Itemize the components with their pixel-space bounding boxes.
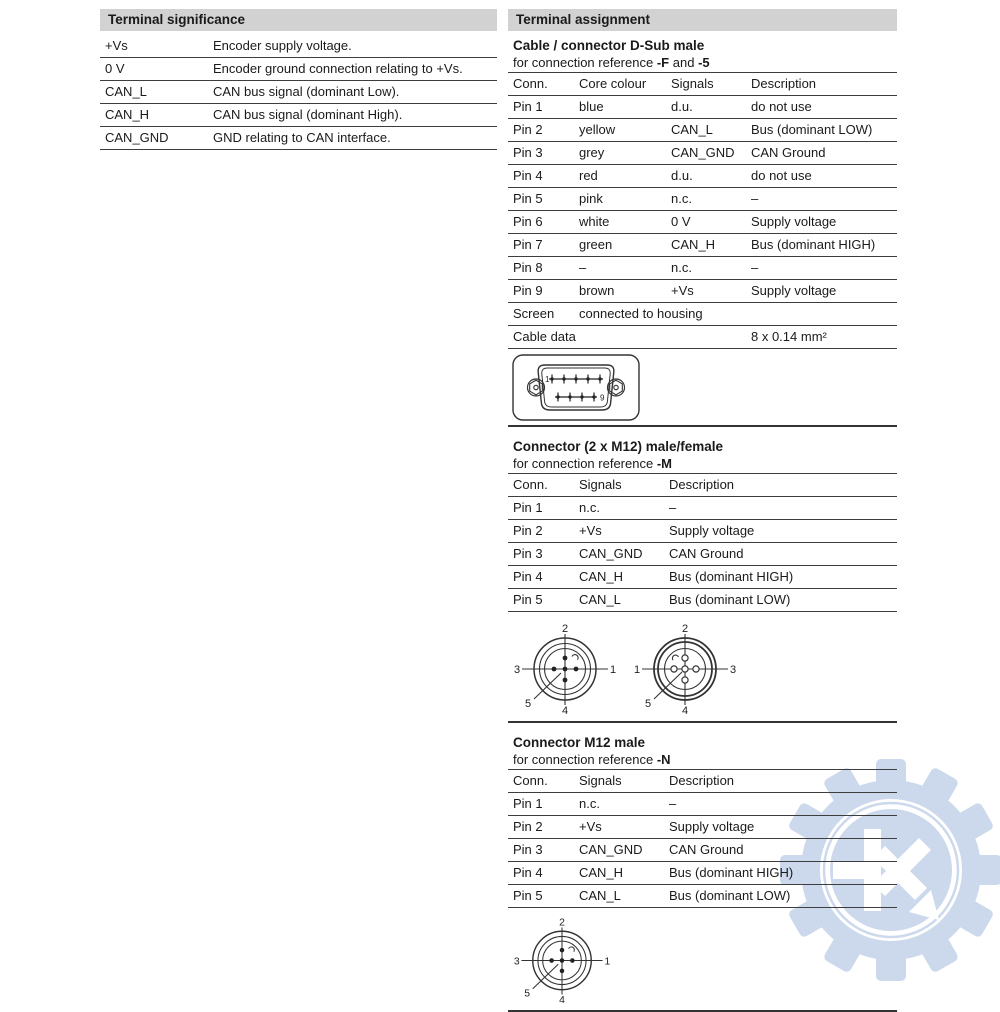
pin-label-top: 2 (559, 917, 565, 929)
dsub-pin9-label: 9 (600, 393, 605, 403)
m12-male-table-head (508, 770, 897, 793)
column-header: Conn. (508, 73, 574, 96)
table-row (508, 188, 897, 211)
pin-label-right: 1 (610, 664, 617, 676)
table-cell: Supply voltage (664, 520, 897, 543)
table-cell: connected to housing (574, 303, 897, 326)
pin-label-left: 3 (513, 956, 520, 968)
table-row (508, 326, 897, 349)
table-header-row (508, 474, 897, 497)
column-header: Description (746, 73, 897, 96)
table-cell: Pin 9 (508, 280, 574, 303)
table-row (508, 303, 897, 326)
table-cell: CAN bus signal (dominant Low). (208, 81, 497, 104)
m12-dual-subtitle (513, 455, 897, 472)
column-header: Conn. (508, 474, 574, 497)
table-cell: Pin 3 (508, 142, 574, 165)
table-cell: 0 V (100, 58, 208, 81)
table-cell: Bus (dominant LOW) (664, 589, 897, 612)
m12-pair-figure (512, 623, 897, 715)
dsub-table (508, 72, 897, 349)
table-cell: yellow (574, 119, 666, 142)
table-cell: CAN_L (574, 589, 664, 612)
pin-label-left: 3 (514, 664, 521, 676)
column-header: Signals (574, 770, 664, 793)
terminal-assignment-section (508, 9, 897, 1012)
table-cell: Pin 2 (508, 816, 574, 839)
table-cell: Pin 7 (508, 234, 574, 257)
table-cell: Pin 1 (508, 96, 574, 119)
table-cell: grey (574, 142, 666, 165)
pin-label-top: 2 (561, 623, 569, 635)
table-cell: CAN Ground (664, 839, 897, 862)
pin-label-diagonal: 5 (525, 698, 532, 710)
m12-dual-ref-m: -M (656, 456, 672, 471)
table-row (100, 58, 497, 81)
table-cell: Pin 5 (508, 188, 574, 211)
table-cell: Pin 3 (508, 839, 574, 862)
table-cell: n.c. (574, 793, 664, 816)
table-row (508, 520, 897, 543)
table-cell: n.c. (666, 257, 746, 280)
table-row (100, 104, 497, 127)
table-cell: Pin 4 (508, 566, 574, 589)
pin-label-left: 1 (634, 664, 641, 676)
table-row (508, 589, 897, 612)
dsub-pin1-label: 1 (545, 375, 550, 384)
dsub-ref-5: -5 (698, 55, 710, 70)
table-cell: – (664, 793, 897, 816)
table-cell: n.c. (574, 497, 664, 520)
table-cell: +Vs (574, 816, 664, 839)
table-cell: GND relating to CAN interface. (208, 127, 497, 150)
m12-male-connector-icon (512, 623, 618, 715)
m12-male-subtitle-prefix: for connection reference (513, 752, 654, 767)
dsub-table-head (508, 73, 897, 96)
column-header: Conn. (508, 770, 574, 793)
column-header: Core colour (574, 73, 666, 96)
table-row (508, 793, 897, 816)
table-cell: – (746, 188, 897, 211)
dsub-subsection (508, 38, 897, 427)
table-cell: d.u. (666, 96, 746, 119)
table-row (508, 543, 897, 566)
m12-male-ref-n: -N (656, 752, 671, 767)
column-header: Signals (574, 474, 664, 497)
table-cell: Bus (dominant HIGH) (746, 234, 897, 257)
table-cell: Bus (dominant HIGH) (664, 862, 897, 885)
table-row (508, 280, 897, 303)
column-header: Description (664, 770, 897, 793)
m12-dual-table-body (508, 497, 897, 612)
table-cell: CAN_H (574, 566, 664, 589)
table-cell: white (574, 211, 666, 234)
m12-male-subtitle (513, 751, 897, 768)
table-cell: Supply voltage (746, 280, 897, 303)
pin-label-bottom: 4 (561, 705, 569, 715)
table-cell: green (574, 234, 666, 257)
m12-male-title: Connector M12 male (513, 735, 646, 750)
m12-male-connector-icon (512, 917, 612, 1004)
table-row (100, 35, 497, 58)
table-cell: 8 x 0.14 mm² (746, 326, 897, 349)
m12-male-table-body (508, 793, 897, 908)
table-cell: CAN_GND (574, 543, 664, 566)
pin-label-top: 2 (681, 623, 689, 635)
table-cell: +Vs (574, 520, 664, 543)
table-cell: blue (574, 96, 666, 119)
table-cell: Supply voltage (664, 816, 897, 839)
pin-label-bottom: 4 (681, 705, 689, 715)
table-cell: red (574, 165, 666, 188)
column-header: Description (664, 474, 897, 497)
pin-label-diagonal: 5 (645, 698, 652, 710)
m12-male-table (508, 769, 897, 908)
table-cell: CAN_H (666, 234, 746, 257)
pin-label-bottom: 4 (559, 994, 565, 1004)
table-row (508, 839, 897, 862)
terminal-significance-header: Terminal significance (100, 9, 497, 31)
terminal-significance-table (100, 35, 497, 150)
table-cell: Pin 6 (508, 211, 574, 234)
section-divider (508, 425, 897, 427)
table-row (508, 234, 897, 257)
terminal-significance-section (100, 9, 497, 150)
table-cell: +Vs (100, 35, 208, 58)
table-cell: Pin 2 (508, 119, 574, 142)
table-row (508, 165, 897, 188)
table-cell: Encoder ground connection relating to +Vs. (208, 58, 497, 81)
m12-dual-table-head (508, 474, 897, 497)
table-cell: Pin 4 (508, 862, 574, 885)
table-cell: CAN_L (100, 81, 208, 104)
table-cell: CAN_L (574, 885, 664, 908)
table-cell: CAN Ground (664, 543, 897, 566)
column-header: Signals (666, 73, 746, 96)
table-row (508, 142, 897, 165)
dsub-subtitle-prefix: for connection reference (513, 55, 654, 70)
table-cell: CAN_H (100, 104, 208, 127)
table-cell: CAN_GND (100, 127, 208, 150)
table-cell: Cable data (508, 326, 746, 349)
table-header-row (508, 770, 897, 793)
table-cell: Pin 1 (508, 793, 574, 816)
terminal-assignment-header: Terminal assignment (508, 9, 897, 31)
table-cell: Supply voltage (746, 211, 897, 234)
dsub-table-body (508, 96, 897, 303)
dsub-connector-figure (512, 354, 897, 421)
table-cell: d.u. (666, 165, 746, 188)
section-divider (508, 721, 897, 723)
m12-dual-subsection (508, 439, 897, 723)
pin-label-right: 1 (604, 956, 611, 968)
table-header-row (508, 73, 897, 96)
table-cell: CAN bus signal (dominant High). (208, 104, 497, 127)
table-cell: CAN_L (666, 119, 746, 142)
table-cell: CAN Ground (746, 142, 897, 165)
table-cell: – (746, 257, 897, 280)
table-cell: do not use (746, 96, 897, 119)
table-cell: CAN_GND (574, 839, 664, 862)
dsub-special-rows (508, 303, 897, 349)
dsub-subtitle-conjunction: and (672, 55, 695, 70)
m12-dual-table (508, 473, 897, 612)
m12-dual-subtitle-prefix: for connection reference (513, 456, 654, 471)
table-cell: do not use (746, 165, 897, 188)
m12-male-figure (512, 917, 897, 1004)
table-cell: – (664, 497, 897, 520)
table-row (508, 885, 897, 908)
table-cell: Pin 5 (508, 885, 574, 908)
table-row (100, 127, 497, 150)
table-cell: Pin 8 (508, 257, 574, 280)
dsub-male-connector-icon (512, 354, 640, 421)
table-row (508, 257, 897, 280)
pin-label-diagonal: 5 (524, 988, 531, 1000)
table-cell: pink (574, 188, 666, 211)
terminal-significance-body (100, 35, 497, 150)
pin-label-right: 3 (730, 664, 737, 676)
table-cell: Pin 2 (508, 520, 574, 543)
table-cell: CAN_H (574, 862, 664, 885)
m12-dual-title: Connector (2 x M12) male/female (513, 439, 724, 454)
table-cell: Encoder supply voltage. (208, 35, 497, 58)
table-cell: Pin 3 (508, 543, 574, 566)
dsub-ref-f: -F (656, 55, 670, 70)
table-cell: Bus (dominant LOW) (746, 119, 897, 142)
table-row (508, 211, 897, 234)
dsub-subtitle (513, 54, 897, 71)
table-cell: +Vs (666, 280, 746, 303)
table-cell: brown (574, 280, 666, 303)
table-cell: Pin 5 (508, 589, 574, 612)
table-row (508, 816, 897, 839)
dsub-title: Cable / connector D-Sub male (513, 38, 705, 53)
table-cell: Bus (dominant LOW) (664, 885, 897, 908)
table-row (508, 566, 897, 589)
m12-male-subsection (508, 735, 897, 1012)
table-cell: – (574, 257, 666, 280)
table-row (100, 81, 497, 104)
table-row (508, 497, 897, 520)
table-cell: 0 V (666, 211, 746, 234)
table-cell: n.c. (666, 188, 746, 211)
table-row (508, 862, 897, 885)
table-cell: Pin 4 (508, 165, 574, 188)
table-cell: Bus (dominant HIGH) (664, 566, 897, 589)
table-cell: CAN_GND (666, 142, 746, 165)
table-row (508, 96, 897, 119)
table-cell: Pin 1 (508, 497, 574, 520)
m12-female-connector-icon (632, 623, 738, 715)
table-row (508, 119, 897, 142)
table-cell: Screen (508, 303, 574, 326)
